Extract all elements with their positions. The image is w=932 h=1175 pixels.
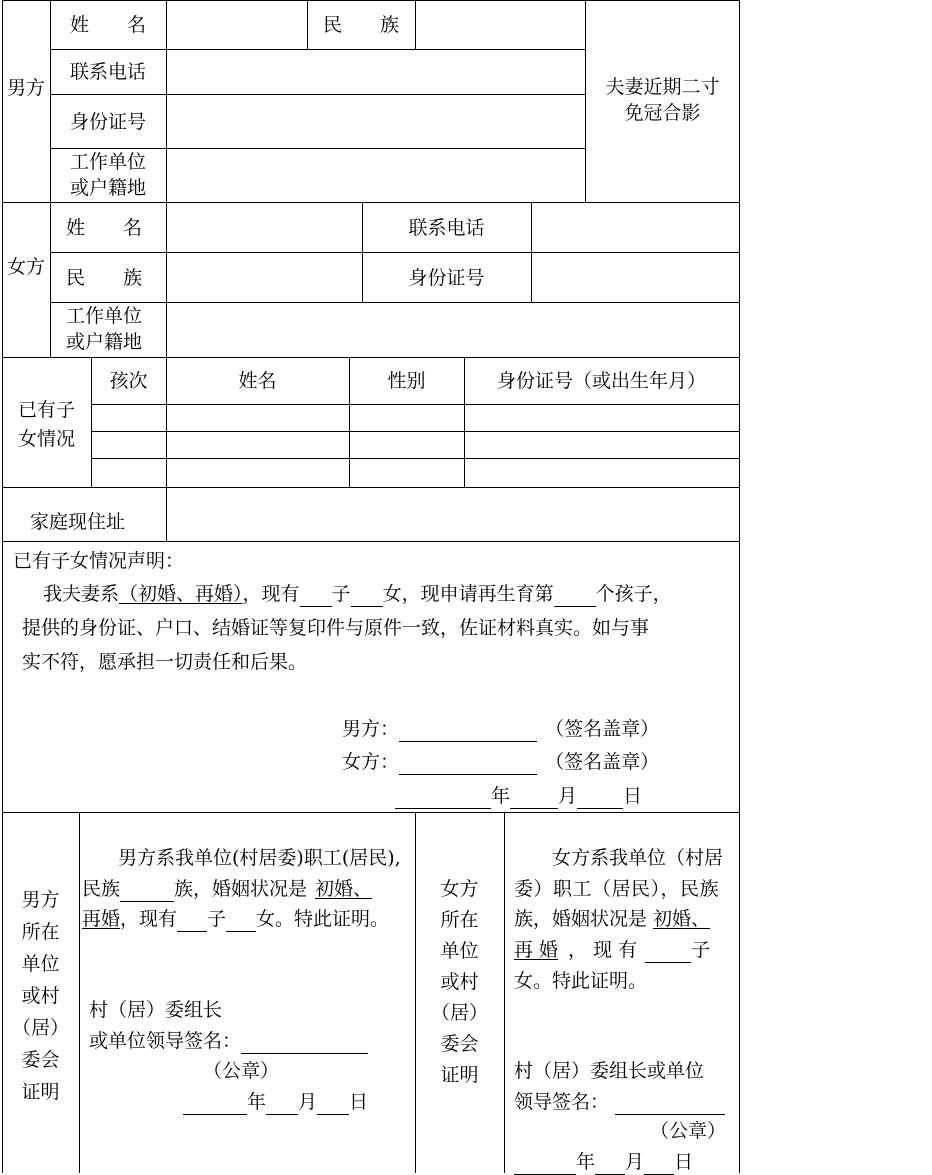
- female-work-label: 工作单位 或户籍地: [66, 305, 143, 353]
- marriage-status-options[interactable]: （初婚、再婚）: [119, 583, 243, 605]
- male-cert-label: 男方 所在 单位 或村 （居） 委会 证明: [11, 889, 69, 1103]
- female-phone-label: 联系电话: [408, 217, 485, 239]
- male-section-label: 男方: [6, 77, 45, 99]
- male-day-blank[interactable]: [317, 1092, 349, 1115]
- female-name-label: 姓 名: [66, 217, 143, 239]
- male-leader-signature-blank[interactable]: [241, 1031, 368, 1054]
- declaration-male-sign: 男方： （签名盖章）: [342, 718, 660, 740]
- male-cert-line-3: 再婚，现有 子 女。特此证明。: [82, 908, 390, 930]
- declaration-female-sign: 女方： （签名盖章）: [342, 751, 660, 773]
- female-cert-line-5: 女。特此证明。: [514, 970, 648, 992]
- children-header-gender: 性别: [387, 370, 426, 392]
- photo-placeholder: 夫妻近期二寸 免冠合影: [605, 76, 720, 124]
- male-id-field[interactable]: [167, 95, 584, 148]
- year-blank[interactable]: [395, 786, 491, 809]
- female-id-field[interactable]: [532, 253, 739, 302]
- male-ethnicity-label: 民 族: [322, 14, 399, 36]
- female-marriage-options-2[interactable]: 再 婚: [514, 939, 559, 961]
- female-leader-signature-blank[interactable]: [615, 1092, 725, 1115]
- male-ethnicity-field[interactable]: [416, 1, 584, 49]
- male-signature-blank[interactable]: [399, 719, 537, 742]
- female-section-label: 女方: [6, 256, 45, 278]
- address-field[interactable]: [167, 488, 739, 541]
- male-work-label: 工作单位 或户籍地: [69, 151, 146, 199]
- female-cert-label: 女方 所在 单位 或村 （居） 委会 证明: [430, 878, 488, 1086]
- male-name-label: 姓 名: [69, 14, 146, 36]
- male-marriage-options-2[interactable]: 再婚: [82, 908, 121, 930]
- male-month-blank[interactable]: [266, 1092, 298, 1115]
- child-order-blank[interactable]: [554, 584, 596, 607]
- daughters-count-blank[interactable]: [351, 584, 383, 607]
- male-ethnicity-blank[interactable]: [120, 879, 174, 902]
- male-cert-date: 年 月 日: [183, 1089, 368, 1115]
- female-day-blank[interactable]: [644, 1152, 674, 1175]
- table-row[interactable]: [92, 459, 739, 487]
- male-cert-leader-1: 村（居）委组长: [89, 999, 223, 1021]
- female-phone-field[interactable]: [532, 203, 739, 252]
- male-name-field[interactable]: [167, 1, 306, 49]
- declaration-date: 年 月 日: [395, 783, 642, 809]
- female-cert-leader-1: 村（居）委组长或单位: [514, 1060, 705, 1082]
- declaration-line-1: 我夫妻系（初婚、再婚），现有 子 女，现申请再生育第 个孩子，: [43, 583, 672, 605]
- male-cert-line-2: 民族 族，婚姻状况是 初婚、: [82, 878, 373, 900]
- sons-count-blank[interactable]: [300, 584, 332, 607]
- female-year-blank[interactable]: [514, 1152, 576, 1175]
- female-name-field[interactable]: [167, 203, 361, 252]
- male-cert-seal: （公章）: [203, 1060, 280, 1082]
- female-cert-date: 年 月 日: [514, 1149, 693, 1175]
- male-phone-label: 联系电话: [69, 61, 146, 83]
- female-cert-line-1: 女方系我单位（村居: [552, 847, 724, 869]
- month-blank[interactable]: [510, 786, 558, 809]
- children-section-label: 已有子 女情况: [17, 399, 75, 450]
- female-signature-blank[interactable]: [399, 752, 537, 775]
- declaration-line-2: 提供的身份证、户口、结婚证等复印件与原件一致，佐证材料真实。如与事: [22, 617, 650, 639]
- male-year-blank[interactable]: [183, 1092, 247, 1115]
- day-blank[interactable]: [577, 786, 623, 809]
- male-work-field[interactable]: [167, 149, 584, 202]
- female-sons-blank[interactable]: [645, 940, 691, 963]
- female-cert-line-4: 再 婚 ， 现 有 子: [514, 939, 711, 961]
- male-phone-field[interactable]: [167, 50, 584, 94]
- female-id-label: 身份证号: [408, 267, 485, 289]
- male-daughters-blank[interactable]: [226, 909, 256, 932]
- female-marriage-options[interactable]: 初婚、: [653, 908, 711, 930]
- table-row[interactable]: [92, 405, 739, 431]
- declaration-title: 已有子女情况声明：: [13, 550, 185, 572]
- female-ethnicity-field[interactable]: [167, 253, 361, 302]
- table-row[interactable]: [92, 432, 739, 458]
- female-ethnicity-label: 民 族: [66, 267, 143, 289]
- male-cert-line-1: 男方系我单位(村居委)职工(居民),: [118, 847, 401, 869]
- female-month-blank[interactable]: [595, 1152, 625, 1175]
- children-header-id: 身份证号（或出生年月）: [496, 370, 706, 392]
- address-label: 家庭现住址: [30, 511, 126, 533]
- male-id-label: 身份证号: [69, 111, 146, 133]
- female-work-field[interactable]: [167, 303, 739, 357]
- female-cert-leader-2: 领导签名：: [514, 1089, 725, 1115]
- female-cert-seal: （公章）: [650, 1120, 727, 1142]
- female-cert-line-2: 委）职工（居民），民族: [514, 878, 720, 900]
- children-header-name: 姓名: [238, 370, 277, 392]
- children-header-order: 孩次: [109, 370, 148, 392]
- male-cert-leader-2: 或单位领导签名：: [89, 1028, 368, 1054]
- male-marriage-options[interactable]: 初婚、: [315, 878, 373, 900]
- male-sons-blank[interactable]: [177, 909, 207, 932]
- declaration-line-3: 实不符，愿承担一切责任和后果。: [22, 651, 308, 673]
- female-cert-line-3: 族，婚姻状况是 初婚、: [514, 908, 711, 930]
